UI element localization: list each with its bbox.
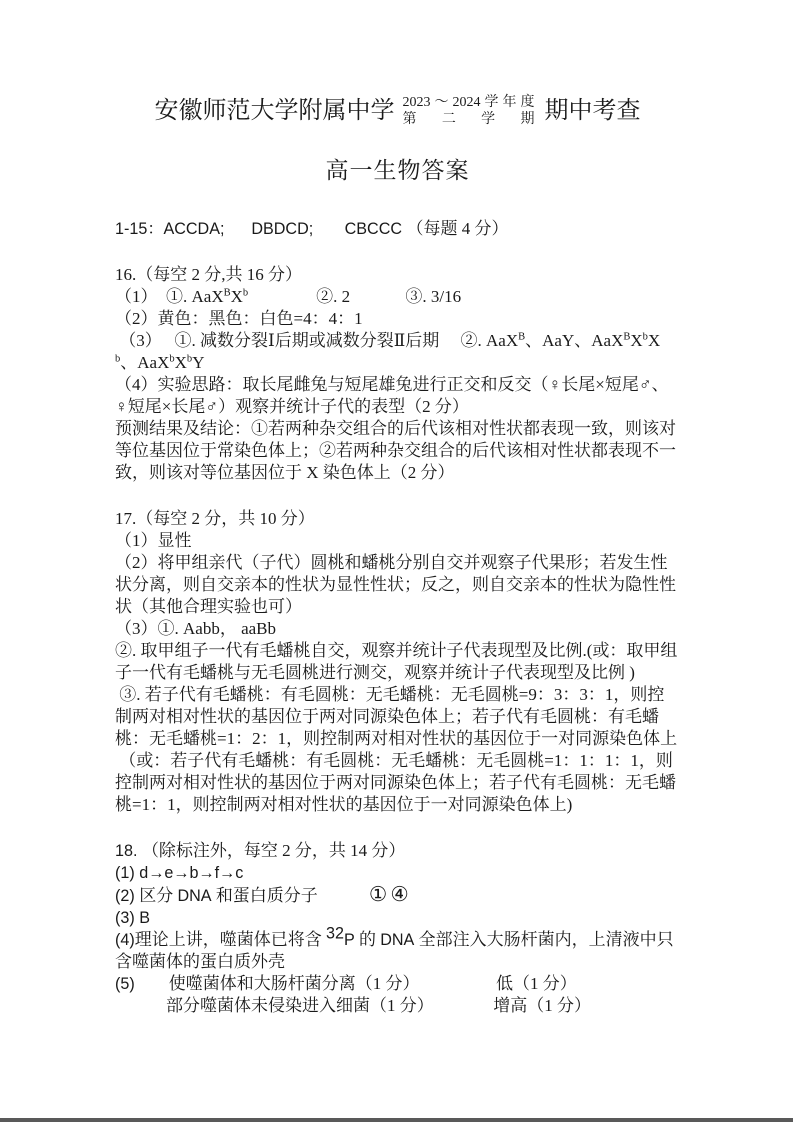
q18-heading: 18. （除标注外，每空 2 分，共 14 分） [115, 841, 406, 860]
q18-section [115, 840, 680, 1017]
semester: 第 二 学 期 [402, 112, 535, 128]
answer-sheet-subtitle: 高一生物答案 [325, 158, 470, 183]
q18-answer-6: 部分噬菌体未侵染进入细菌（1 分） 增高（1 分） [115, 996, 591, 1015]
q16-answer-5: 预测结果及结论：①若两种杂交组合的后代该相对性状都表现一致，则该对等位基因位于常染色体上；②若两种杂交组合的后代该相对性状都表现不一致，则该对等位基因位于 X 染色体上（2 分） [115, 419, 676, 482]
q18-answer-4: (4)理论上讲，噬菌体已将含 $^{32}$P 的 DNA 全部注入大肠杆菌内，上清液中只含噬菌体的蛋白质外壳 [115, 924, 674, 971]
q17-answer-6: （或：若子代有毛蟠桃：有毛圆桃：无毛蟠桃：无毛圆桃=1：1：1：1，则控制两对相对性状的基因位于两对同源染色体上；若子代有毛圆桃：无毛蟠桃=1：1，则控制两对相对性状的基因位于一对同源染色体上) [115, 751, 676, 814]
q17-answer-3: （3）①. Aabb， aaBb [115, 619, 277, 638]
school-year: 2023～2024学年度 [402, 95, 535, 111]
q17-answer-5: ③. 若子代有毛蟠桃：有毛圆桃：无毛蟠桃：无毛圆桃=9：3：3：1，则控制两对相对性状的基因位于两对同源染色体上；若子代有毛圆桃：有毛蟠桃：无毛蟠桃=1：2：1，则控制两对相对性状的基因位于一对同源染色体上 [115, 685, 678, 748]
q17-answer-2: （2）将甲组亲代（子代）圆桃和蟠桃分别自交并观察子代果形；若发生性状分离，则自交亲本的性状为显性性状；反之，则自交亲本的性状为隐性性状（其他合理实验也可） [115, 553, 676, 616]
q17-section [115, 508, 680, 816]
q18-answer-3: (3) B [115, 909, 150, 927]
q16-heading: 16.（每空 2 分,共 16 分） [115, 265, 302, 284]
q18-answer-2: (2) 区分 DNA 和蛋白质分子 ①④ [115, 884, 412, 906]
mcq-answers-line: 1-15：ACCDA; DBDCD; CBCCC （每题 4 分） [115, 219, 509, 238]
page-bottom-edge [0, 1118, 793, 1122]
q18-answer-1: (1) d→e→b→f→c [115, 864, 244, 882]
document-title [115, 86, 680, 138]
q17-answer-1: （1）显性 [115, 531, 192, 550]
q16-answer-2: （2）黄色：黑色：白色=4：4：1 [115, 309, 363, 328]
q17-answer-4: ②. 取甲组子一代有毛蟠桃自交，观察并统计子代表现型及比例.(或：取甲组子一代有毛蟠桃与无毛圆桃进行测交，观察并统计子代表现型及比例 ) [115, 641, 678, 682]
document-content [115, 86, 680, 1017]
q16-answer-1: （1） ①. $AaX^BX^b$ ②. 2 ③. 3/16 [115, 287, 462, 306]
mcq-section [115, 218, 680, 240]
exam-type: 期中考查 [544, 98, 641, 125]
q17-heading: 17.（每空 2 分，共 10 分） [115, 509, 315, 528]
school-year-term-stack [403, 94, 535, 128]
q16-answer-4: （4）实验思路：取长尾雌兔与短尾雄兔进行正交和反交（♀长尾×短尾♂、♀短尾×长尾♂）观察并统计子代的表型（2 分） [115, 375, 669, 416]
q16-answer-3: （3） ①. 减数分裂Ⅰ后期或减数分裂Ⅱ后期 ②. AaX$^B$、AaY、$AaX^BX^bX^b$、$AaX^bX^bY$ [115, 331, 661, 372]
school-name: 安徽师范大学附属中学 [154, 98, 395, 125]
q16-section [115, 264, 680, 484]
q18-answer-5: (5) 使噬菌体和大肠杆菌分离（1 分） 低（1 分） [115, 974, 577, 993]
